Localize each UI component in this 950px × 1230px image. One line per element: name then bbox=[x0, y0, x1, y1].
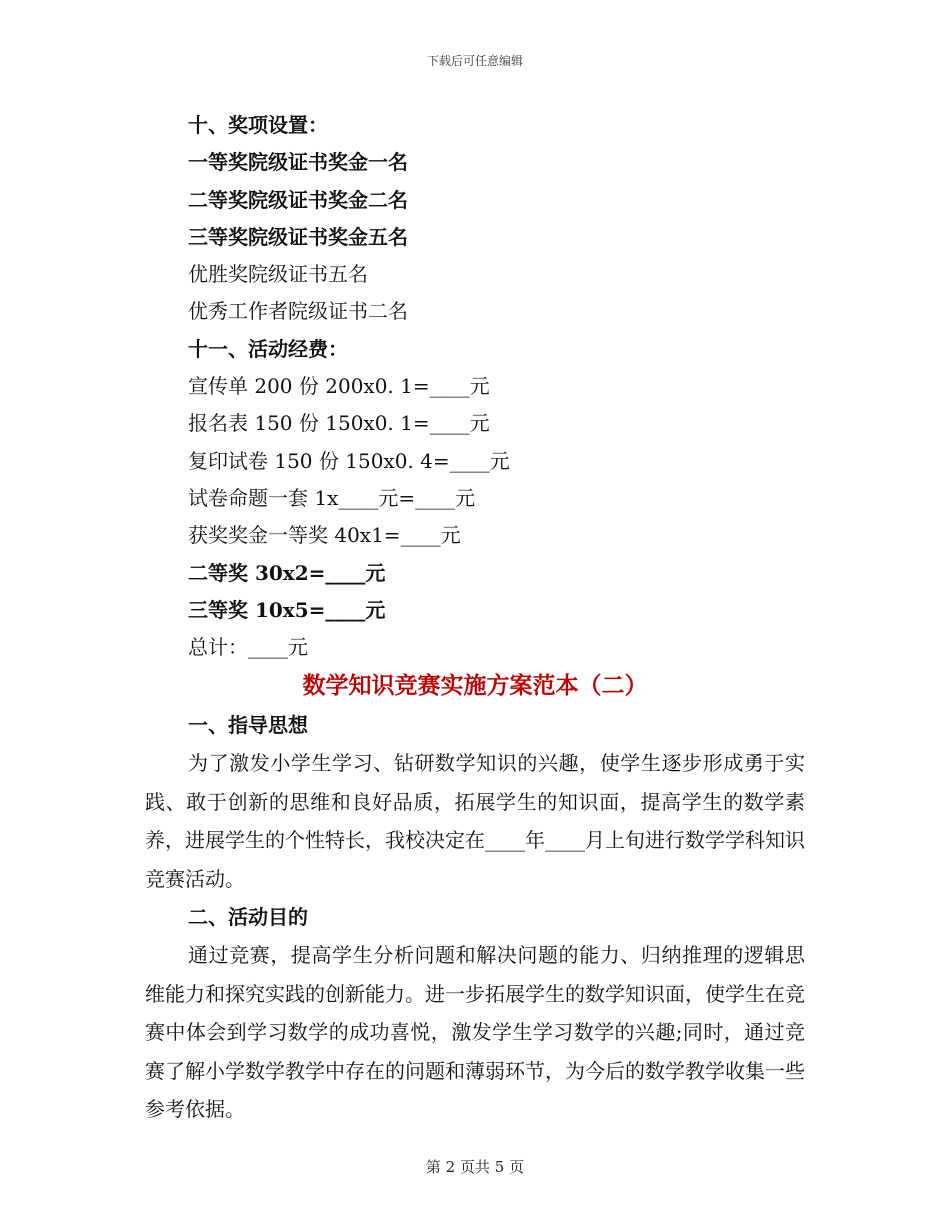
budget-total: 总计：____元 bbox=[188, 635, 308, 660]
budget-item: 获奖奖金一等奖 40x1=____元 bbox=[188, 523, 461, 548]
award-item: 优胜奖院级证书五名 bbox=[188, 262, 368, 287]
budget-heading: 十一、活动经费： bbox=[188, 336, 348, 361]
award-item: 三等奖院级证书奖金五名 bbox=[188, 224, 408, 249]
document-body bbox=[145, 107, 805, 1129]
section-heading-activity-purpose: 二、活动目的 bbox=[188, 905, 308, 930]
page-footer: 第 2 页共 5 页 bbox=[425, 1158, 525, 1176]
document-title: 数学知识竞赛实施方案范本（二） bbox=[302, 672, 648, 700]
section-heading-guiding-thought: 一、指导思想 bbox=[188, 713, 308, 738]
page-header: 下载后可任意编辑 bbox=[426, 54, 523, 68]
budget-item: 三等奖 10x5=____元 bbox=[188, 597, 386, 622]
budget-item: 二等奖 30x2=____元 bbox=[188, 560, 386, 585]
awards-heading: 十、奖项设置： bbox=[188, 113, 328, 137]
section-paragraph-activity-purpose: 通过竞赛，提高学生分析问题和解决问题的能力、归纳推理的逻辑思维能力和探究实践的创新能力。进一步拓展学生的数学知识面，使学生在竞赛中体会到学习数学的成功喜悦，激发学生学习数学的兴趣;同时，通过竞赛了解小学数学教学中存在的问题和薄弱环节，为今后的数学教学收集一些参考依据。 bbox=[145, 943, 805, 1122]
budget-item: 复印试卷 150 份 150x0. 4=____元 bbox=[188, 448, 510, 473]
award-item: 二等奖院级证书奖金二名 bbox=[188, 187, 408, 212]
award-item: 优秀工作者院级证书二名 bbox=[188, 299, 408, 324]
budget-item: 报名表 150 份 150x0. 1=____元 bbox=[188, 411, 490, 436]
section-paragraph-guiding-thought: 为了激发小学生学习、钻研数学知识的兴趣，使学生逐步形成勇于实践、敢于创新的思维和良好品质，拓展学生的知识面，提高学生的数学素养，进展学生的个性特长，我校决定在____年____月上旬进行数学学科知识竞赛活动。 bbox=[145, 751, 805, 891]
budget-item: 宣传单 200 份 200x0. 1=____元 bbox=[188, 374, 490, 399]
award-item: 一等奖院级证书奖金一名 bbox=[188, 150, 408, 175]
budget-item: 试卷命题一套 1x____元=____元 bbox=[188, 485, 476, 510]
